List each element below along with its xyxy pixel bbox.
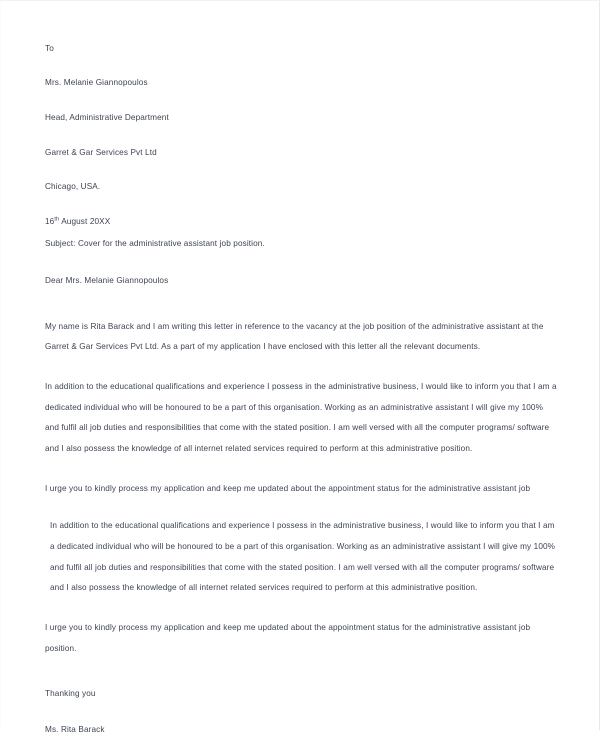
recipient-location: Chicago, USA. (45, 182, 101, 192)
body-paragraph-2: In addition to the educational qualifications and experience I possess in the administrative business, I would like to inform you that I am a dedicated individual who will be honoured to be a part of this organisation. Working as an administrative assistant I will give my 100% and fulfil all job duties and responsibilities that come with the stated position. I am well versed with all the computer programs/ software and I also possess the knowledge of all internet related services required to perform at this administrative position. (45, 381, 557, 453)
recipient-designation: Head, Administrative Department (45, 112, 169, 122)
cover-letter-body (45, 45, 559, 734)
subject-line: Subject: Cover for the administrative assistant job position. (45, 239, 265, 249)
closing-line: Thanking you (45, 689, 96, 699)
date-month-year: August 20XX (59, 217, 111, 227)
recipient-to-label: To (45, 44, 54, 53)
sender-signature: Ms. Rita Barack (45, 724, 105, 734)
body-paragraph-4: In addition to the educational qualifications and experience I possess in the administrative business, I would like to inform you that I am a dedicated individual who will be honoured to be a part of this organisation. Working as an administrative assistant I will give my 100% and fulfil all job duties and responsibilities that come with the stated position. I am well versed with all the computer programs/ software and I also possess the knowledge of all internet related services required to perform at this administrative position. (50, 521, 556, 593)
body-paragraph-1: My name is Rita Barack and I am writing this letter in reference to the vacancy at the job position of the administrative assistant at the Garret & Gar Services Pvt Ltd. As a part of my application I have enclosed with this letter all the relevant documents. (45, 321, 544, 352)
recipient-name: Mrs. Melanie Giannopoulos (45, 78, 148, 88)
salutation: Dear Mrs. Melanie Giannopoulos (45, 276, 169, 286)
date-day: 16 (45, 217, 55, 227)
body-paragraph-5: I urge you to kindly process my application and keep me updated about the appointment status for the administrative assistant job position. (45, 623, 531, 653)
letter-date (45, 218, 559, 226)
date-ordinal-suffix: th (54, 216, 60, 223)
recipient-company: Garret & Gar Services Pvt Ltd (45, 147, 157, 157)
body-paragraph-3: I urge you to kindly process my application and keep me updated about the appointment status for the administrative assistant job (45, 483, 531, 493)
